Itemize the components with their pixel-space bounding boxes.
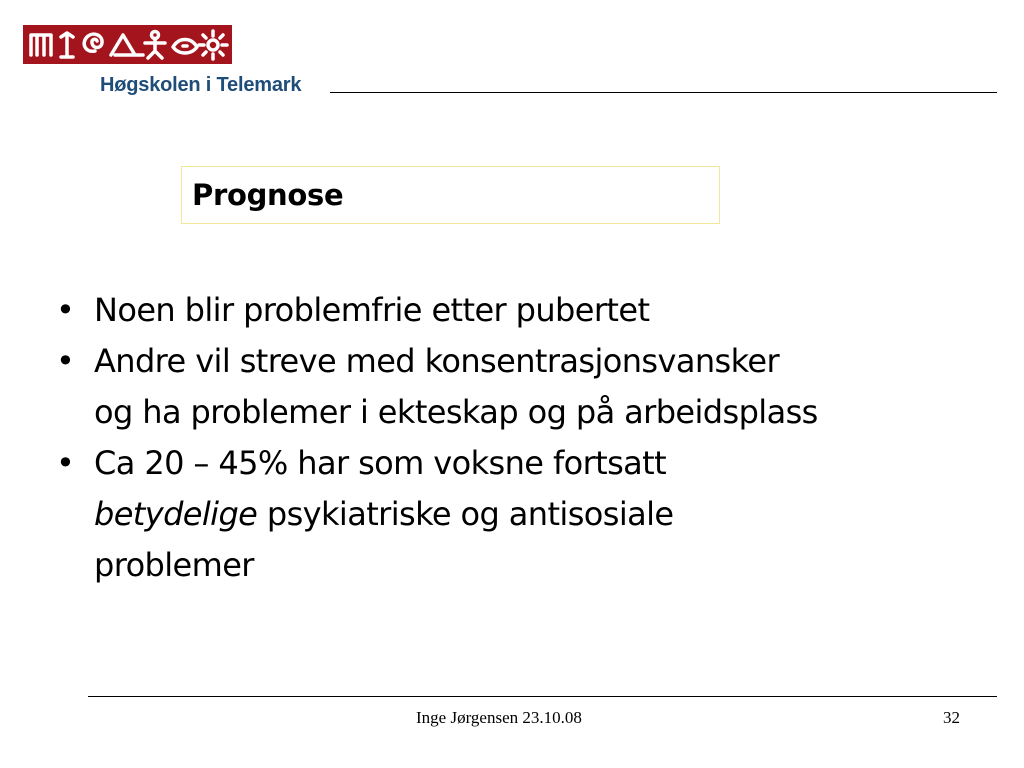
institution-name: Høgskolen i Telemark bbox=[100, 74, 302, 96]
footer-divider bbox=[88, 696, 997, 697]
bullet-item bbox=[56, 336, 1006, 438]
bullet-line: og ha problemer i ekteskap og på arbeidsplass bbox=[94, 393, 818, 431]
bullet-line: Andre vil streve med konsentrasjonsvansker bbox=[94, 342, 780, 380]
bullet-dot-icon: • bbox=[56, 291, 75, 329]
page-number: 32 bbox=[943, 708, 960, 727]
bullet-line-rest: psykiatriske og antisosiale bbox=[257, 495, 674, 533]
bullet-list bbox=[56, 285, 1006, 591]
bullet-item bbox=[56, 438, 1006, 591]
slide-title: Prognose bbox=[192, 178, 344, 212]
bullet-line: Ca 20 – 45% har som voksne fortsatt bbox=[94, 444, 667, 482]
bullet-line: problemer bbox=[94, 546, 254, 584]
emphasis-text: betydelige bbox=[94, 495, 258, 533]
bullet-line bbox=[94, 489, 1006, 540]
bullet-line: Noen blir problemfrie etter pubertet bbox=[94, 291, 650, 329]
bullet-dot-icon: • bbox=[56, 444, 75, 482]
bullet-dot-icon: • bbox=[56, 342, 75, 380]
slide-title-box bbox=[181, 166, 720, 224]
bullet-item bbox=[56, 285, 1006, 336]
footer-author-date: Inge Jørgensen 23.10.08 bbox=[416, 708, 582, 727]
header-divider bbox=[330, 92, 997, 93]
rock-carving-logo-icon bbox=[23, 25, 232, 64]
